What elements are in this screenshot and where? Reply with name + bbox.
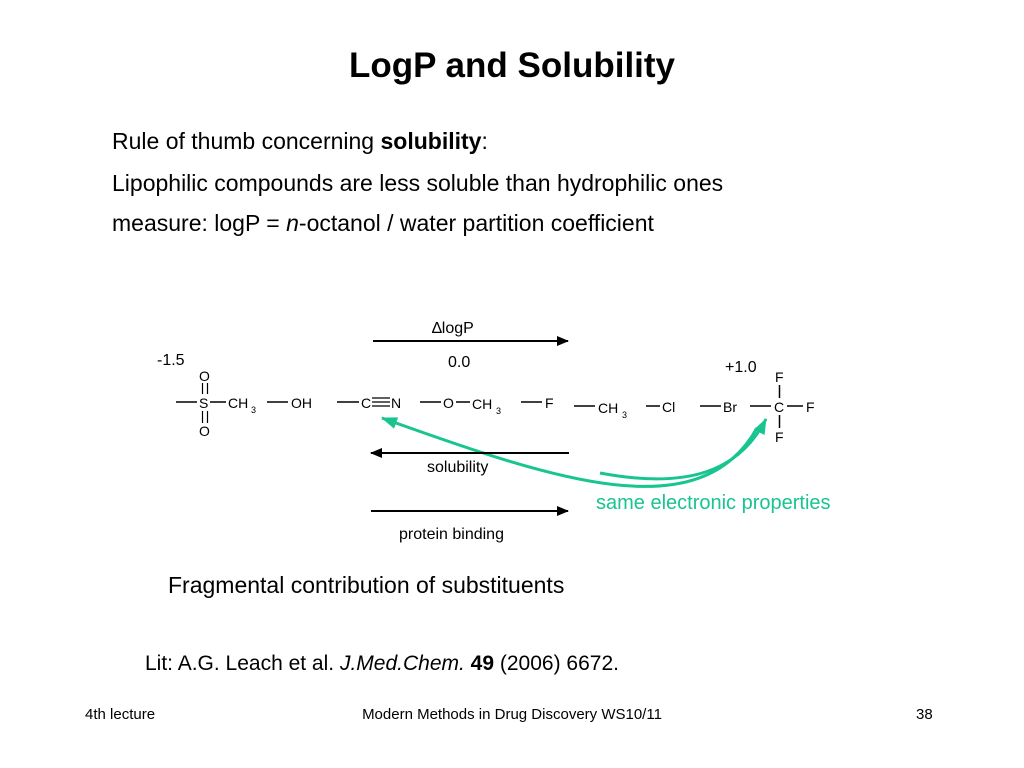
fragmental-caption: Fragmental contribution of substituents (168, 572, 565, 598)
protein-binding-label: protein binding (399, 526, 504, 543)
measure-suffix: -octanol / water partition coefficient (298, 210, 654, 236)
lipophilic-line: Lipophilic compounds are less soluble than hydrophilic ones (112, 170, 724, 196)
literature-reference (145, 652, 619, 676)
methyl-ch-sub: 3 (622, 410, 628, 420)
cf3-c: C (774, 399, 785, 415)
lit-prefix: Lit: A.G. Leach et al. (145, 652, 340, 675)
methoxy-fragment (420, 395, 501, 416)
rule-line-prefix: Rule of thumb concerning (112, 128, 381, 154)
footer-left: 4th lecture (85, 706, 156, 723)
measure-prefix: measure: logP = (112, 210, 287, 236)
zero-value: 0.0 (448, 354, 471, 371)
sulfonyl-o-bottom: O (199, 423, 210, 439)
solubility-label: solubility (427, 459, 489, 476)
methoxy-ch-sub: 3 (496, 406, 502, 416)
nitrile-fragment (337, 395, 401, 411)
left-value: -1.5 (157, 352, 185, 369)
nitrile-n: N (391, 395, 402, 411)
lit-suffix: (2006) 6672. (494, 652, 619, 675)
bromo-fragment (700, 399, 737, 415)
rule-line-suffix: : (481, 128, 488, 154)
lit-journal: J.Med.Chem. (339, 652, 465, 675)
sulfonyl-ch-sub: 3 (251, 405, 257, 415)
lit-volume: 49 (470, 652, 495, 675)
fluoro-text: F (545, 395, 554, 411)
methoxy-ch: CH (472, 396, 493, 412)
footer-center: Modern Methods in Drug Discovery WS10/11 (362, 706, 662, 723)
cf3-f-bottom: F (775, 429, 784, 445)
nitrile-c: C (361, 395, 372, 411)
delta-logp-label (432, 320, 474, 337)
methyl-fragment (574, 400, 627, 420)
rule-line-bold: solubility (380, 128, 482, 154)
cf3-f-top: F (775, 369, 784, 385)
right-value: +1.0 (725, 359, 757, 376)
bromo-text: Br (723, 399, 737, 415)
methyl-ch: CH (598, 400, 619, 416)
chloro-fragment (646, 399, 675, 415)
hydroxyl-text: OH (291, 395, 312, 411)
sulfonyl-o-top: O (199, 368, 210, 384)
hydroxyl-fragment (267, 395, 312, 411)
same-electronic-label: same electronic properties (596, 492, 831, 514)
delta-symbol: ∆ (432, 320, 442, 337)
delta-logp-text: logP (441, 320, 474, 337)
methoxy-o: O (443, 395, 454, 411)
cf3-f-right: F (806, 399, 815, 415)
sulfonyl-ch: CH (228, 395, 249, 411)
sulfonyl-s: S (199, 395, 209, 411)
measure-italic: n (286, 210, 299, 236)
footer-page-number: 38 (916, 706, 933, 723)
chloro-text: Cl (662, 399, 676, 415)
sulfonyl-methyl-fragment (176, 368, 256, 439)
slide-title: LogP and Solubility (348, 46, 676, 85)
trifluoromethyl-fragment (750, 369, 815, 445)
fluoro-fragment (521, 395, 554, 411)
